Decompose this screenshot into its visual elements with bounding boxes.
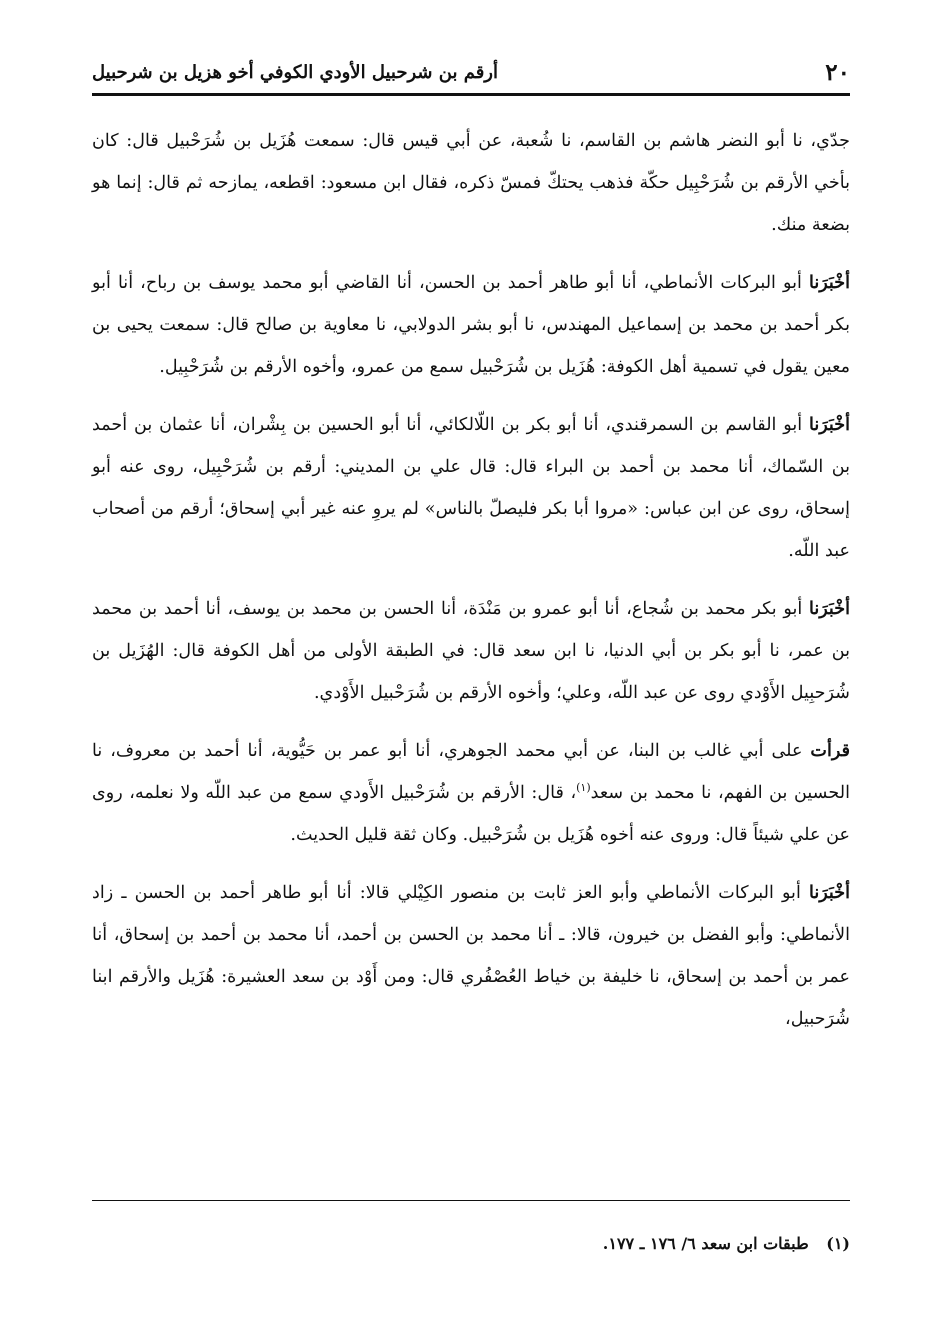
paragraph-lead: أخْبَرَنا <box>808 272 851 293</box>
paragraph-text: ، قال: الأرقم بن شُرَحْبيل الأَودي سمع من عبد اللّه ولا نعلمه، روى عن علي شيئاً قال: وروى عنه أخوه هُزَيل بن شُرَحْبيل. وكان ثقة قليل الحديث. <box>92 783 850 845</box>
paragraph-text: أبو البركات الأنماطي وأبو العز ثابت بن منصور الكِيْلي قالا: أنا أبو طاهر أحمد بن الحسن ـ زاد الأنماطي: وأبو الفضل بن خيرون، قالا: ـ أنا محمد بن الحسن بن أحمد، أنا محمد بن أحمد بن إسحاق، أنا عمر بن أحمد بن إسحاق، نا خليفة بن خياط العُصْفُري قال: ومن أَوْد بن سعد العشيرة: هُزَيل والأرقم ابنا شُرَحبيل، <box>92 883 850 1029</box>
paragraph-4 <box>92 588 850 714</box>
header-rule <box>92 93 850 96</box>
paragraph-3 <box>92 404 850 572</box>
paragraph-text: أبو بكر محمد بن شُجاع، أنا أبو عمرو بن مَنْدَة، أنا الحسن بن محمد بن يوسف، أنا أحمد بن محمد بن عمر، نا أبو بكر بن أبي الدنيا، نا ابن سعد قال: في الطبقة الأولى من أهل الكوفة قال: الهُزَيل بن شُرَحبِيل الأَوْدي روى عن عبد اللّه، وعلي؛ وأخوه الأرقم بن شُرَحْبيل الأَوْدي. <box>92 599 850 703</box>
paragraph-5 <box>92 730 850 856</box>
page-header <box>92 52 850 92</box>
paragraph-lead: أخْبَرَنا <box>808 882 851 903</box>
footnote-rule <box>92 1200 850 1201</box>
paragraph-text: أبو البركات الأنماطي، أنا أبو طاهر أحمد بن الحسن، أنا القاضي أبو محمد يوسف بن رباح، أنا أبو بكر أحمد بن محمد بن إسماعيل المهندس، نا أبو بشر الدولابي، نا معاوية بن صالح قال: سمعت يحيى بن معين يقول في تسمية أهل الكوفة: هُزَيل بن شُرَحْبيل سمع من عمرو، وأخوه الأرقم بن شُرَحْبِيل. <box>92 273 850 377</box>
paragraph-2 <box>92 262 850 388</box>
running-title: أرقم بن شرحبيل الأودي الكوفي أخو هزيل بن شرحبيل <box>92 61 498 83</box>
footnote-reference[interactable]: (١) <box>576 781 591 795</box>
paragraph-1 <box>92 120 850 246</box>
footnote-mark: (١) <box>826 1234 850 1253</box>
paragraph-text: على أبي غالب بن البنا، عن أبي محمد الجوهري، أنا أبو عمر بن حَيُّوية، أنا أحمد بن معروف، نا الحسين بن الفهم، نا محمد بن سعد <box>92 741 850 803</box>
paragraph-text: جدّي، نا أبو النضر هاشم بن القاسم، نا شُعبة، عن أبي قيس قال: سمعت هُزَيل بن شُرَحْبيل قال: كان بأخي الأرقم بن شُرَحْبِيل حكّة فذهب يحتكّ فمسّ ذكره، فقال ابن مسعود: اقطعه، يمازحه ثم قال: إنما هو بضعة منك. <box>92 131 850 235</box>
paragraph-lead: أخْبَرَنا <box>808 598 850 619</box>
footnote-text: طبقات ابن سعد ٦/ ١٧٦ ـ ١٧٧. <box>602 1234 809 1253</box>
paragraph-6 <box>92 872 850 1040</box>
footnote <box>92 1234 850 1253</box>
paragraph-lead: أخْبَرَنا <box>808 414 850 435</box>
paragraph-lead: قرأت <box>810 740 850 761</box>
page-number: ٢٠ <box>825 58 850 86</box>
main-text <box>92 120 850 1056</box>
paragraph-text: أبو القاسم بن السمرقندي، أنا أبو بكر بن اللّالكائي، أنا أبو الحسين بن بِشْران، أنا عثمان بن أحمد بن السّماك، أنا محمد بن أحمد بن البراء قال: قال علي بن المديني: أرقم بن شُرَحْبِيل، روى عنه أبو إسحاق، روى عن ابن عباس: «مروا أبا بكر فليصلّ بالناس» لم يروِ عنه غير أبي إسحاق؛ أرقم من أصحاب عبد اللّه. <box>92 415 850 561</box>
